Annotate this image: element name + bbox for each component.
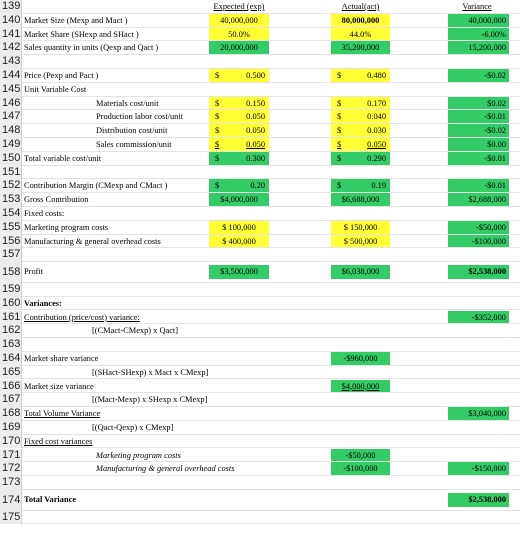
row-number[interactable]: 154 [2, 207, 21, 219]
label-unit-variable-cost[interactable]: Unit Variable Cost [24, 84, 87, 94]
cell-sales-qty-act[interactable]: 35,200,000 [331, 41, 390, 55]
row-148 [0, 124, 520, 138]
row-number[interactable]: 151 [2, 165, 21, 178]
value: 0.040 [367, 112, 386, 122]
cell-price-var[interactable]: -$0.02 [448, 69, 509, 83]
row-number[interactable]: 152 [2, 179, 21, 192]
cell-price-act[interactable] [331, 69, 390, 83]
cell-materials-act[interactable] [331, 97, 390, 111]
row-number[interactable]: 145 [2, 82, 21, 95]
row-number[interactable]: 150 [2, 151, 21, 164]
cell-manufacturing-var[interactable]: -$100,000 [448, 235, 509, 249]
row-number[interactable]: 166 [2, 379, 21, 392]
formula-contribution-variance[interactable]: [(CMact-CMexp) x Qact] [92, 326, 179, 336]
cell-market-size-variance[interactable]: $4,000,000 [331, 380, 390, 394]
value: 0.170 [367, 98, 386, 108]
row-175 [0, 511, 520, 525]
cell-gross-contrib-var[interactable]: $2,688,000 [448, 193, 509, 207]
row-164 [0, 352, 520, 366]
cell-sales-qty-exp[interactable]: 20,000,000 [209, 41, 269, 55]
currency-symbol: $ [337, 112, 342, 122]
value: 0.300 [246, 153, 265, 163]
currency-symbol: $ [337, 140, 342, 149]
label-total-variable-cost[interactable]: Total variable cost/unit [24, 153, 102, 163]
label-marketing-variance[interactable]: Marketing program costs [96, 450, 181, 460]
formula-total-volume-variance[interactable]: [(Qact-Qexp) x CMexp] [92, 422, 174, 432]
cell-gross-contrib-act[interactable]: $6,688,000 [331, 193, 390, 207]
cell-marketing-var[interactable]: -$50,000 [448, 221, 509, 235]
cell-marketing-exp[interactable]: $ 100,000 [209, 221, 269, 235]
row-145 [0, 83, 520, 97]
label-labor-cost[interactable]: Production labor cost/unit [96, 112, 183, 122]
row-157 [0, 248, 520, 262]
label-sales-commission[interactable]: Sales commission/unit [96, 140, 172, 149]
row-number[interactable]: 155 [2, 220, 21, 233]
header-variance[interactable]: Variance [462, 2, 492, 11]
row-162 [0, 324, 520, 338]
cell-market-size-var[interactable]: 40,000,000 [448, 14, 509, 28]
cell-sales-qty-var[interactable]: 15,200,000 [448, 41, 509, 55]
row-170 [0, 435, 520, 449]
value: 0.050 [246, 140, 265, 149]
cell-distribution-var[interactable]: -$0.02 [448, 124, 509, 138]
value: 0.050 [246, 126, 265, 136]
row-number[interactable]: 175 [2, 510, 21, 523]
row-number[interactable]: 139 [2, 0, 21, 12]
value: 0.19 [371, 181, 386, 191]
row-152 [0, 179, 520, 193]
value: 0.030 [367, 126, 386, 136]
row-146 [0, 97, 520, 111]
label-fixed-costs[interactable]: Fixed costs: [24, 209, 65, 218]
row-153 [0, 193, 520, 207]
row-number[interactable]: 167 [2, 393, 21, 406]
row-number[interactable]: 156 [2, 234, 21, 247]
cell-marketing-act[interactable]: $ 150,000 [331, 221, 390, 235]
label-variances[interactable]: Variances: [24, 298, 62, 308]
value: 0.480 [367, 71, 386, 80]
row-number[interactable]: 140 [2, 13, 21, 26]
currency-symbol: $ [215, 71, 220, 80]
cell-market-size-exp[interactable]: 40,000,000 [209, 14, 269, 28]
row-number[interactable]: 171 [2, 448, 21, 461]
row-155 [0, 221, 520, 235]
cell-manufacturing-exp[interactable]: $ 400,000 [209, 235, 269, 249]
row-number[interactable]: 170 [2, 434, 21, 447]
currency-symbol: $ [337, 126, 342, 136]
cell-cm-exp[interactable] [209, 179, 269, 193]
cell-fixed-cost-variance-total[interactable]: -$150,000 [448, 462, 509, 476]
cell-market-share-variance[interactable]: -$960,000 [331, 352, 390, 366]
row-number[interactable]: 174 [0, 490, 22, 511]
header-expected[interactable]: Expected (exp) [213, 2, 265, 11]
cell-price-exp[interactable] [209, 69, 269, 83]
row-150 [0, 152, 520, 166]
currency-symbol: $ [215, 112, 220, 122]
value: 0.050 [246, 112, 265, 122]
row-number[interactable]: 168 [2, 407, 21, 420]
row-number[interactable]: 143 [2, 55, 21, 68]
label-total-variance[interactable]: Total Variance [24, 494, 77, 504]
row-166 [0, 380, 520, 394]
row-174 [0, 490, 520, 511]
row-number[interactable]: 162 [2, 324, 21, 337]
label-manufacturing-variance[interactable]: Manufacturing & general overhead costs [96, 464, 235, 474]
value: 0.20 [250, 181, 265, 191]
cell-profit-var[interactable]: $2,538,000 [448, 265, 509, 279]
cell-commission-act[interactable] [331, 138, 390, 152]
label-fixed-cost-variances[interactable]: Fixed cost variances [24, 436, 93, 446]
row-173 [0, 476, 520, 490]
cell-distribution-act[interactable] [331, 124, 390, 138]
row-number[interactable]: 144 [2, 69, 21, 81]
cell-gross-contrib-exp[interactable]: $4,000,000 [209, 193, 269, 207]
value: 0.150 [246, 98, 265, 108]
cell-market-share-exp[interactable]: 50.0% [209, 28, 269, 42]
cell-manufacturing-act[interactable]: $ 500,000 [331, 235, 390, 249]
cell-total-volume-variance[interactable]: $3,040,000 [448, 407, 509, 421]
label-market-size[interactable]: Market Size (Mexp and Mact ) [24, 15, 128, 25]
row-number[interactable]: 141 [2, 27, 21, 40]
cell-commission-exp[interactable] [209, 138, 269, 152]
row-163 [0, 338, 520, 352]
row-143 [0, 55, 520, 69]
cell-distribution-exp[interactable] [209, 124, 269, 138]
currency-symbol: $ [337, 181, 342, 191]
label-sales-quantity[interactable]: Sales quantity in units (Qexp and Qact ) [24, 43, 159, 53]
cell-total-var-cost-act[interactable] [331, 152, 390, 166]
label-total-volume-variance[interactable]: Total Volume Variance [24, 409, 101, 419]
cell-labor-exp[interactable] [209, 110, 269, 124]
row-number[interactable]: 142 [2, 41, 21, 54]
cell-manufacturing-variance[interactable]: -$100,000 [331, 462, 390, 476]
row-156 [0, 235, 520, 249]
currency-symbol: $ [215, 140, 220, 149]
cell-market-share-act[interactable]: 44.0% [331, 28, 390, 42]
row-167 [0, 393, 520, 407]
row-number[interactable]: 163 [2, 338, 21, 351]
currency-symbol: $ [215, 126, 220, 136]
row-147 [0, 110, 520, 124]
row-number[interactable]: 161 [2, 310, 21, 323]
currency-symbol: $ [337, 153, 342, 163]
label-market-size-variance[interactable]: Market size variance [24, 381, 94, 391]
cell-labor-act[interactable] [331, 110, 390, 124]
value: 0.290 [367, 153, 386, 163]
label-gross-contribution[interactable]: Gross Contribution [24, 195, 89, 205]
cell-marketing-variance[interactable]: -$50,000 [331, 449, 390, 463]
row-159 [0, 283, 520, 297]
cell-profit-act[interactable]: $6,038,000 [331, 265, 390, 279]
currency-symbol: $ [215, 153, 220, 163]
row-169 [0, 421, 520, 435]
label-price[interactable]: Price (Pexp and Pact ) [24, 71, 99, 80]
label-contribution-variance[interactable]: Contribution (price/cost) variance: [24, 312, 140, 322]
row-149 [0, 138, 520, 152]
cell-total-var-cost-var[interactable]: -$0.01 [448, 152, 509, 166]
row-139 [0, 0, 520, 14]
currency-symbol: $ [337, 98, 342, 108]
label-contribution-margin[interactable]: Contribution Margin (CMexp and CMact ) [24, 181, 168, 191]
row-165 [0, 366, 520, 380]
row-154 [0, 207, 520, 221]
formula-market-size-variance[interactable]: [(Mact-Mexp) x SHexp x CMexp] [92, 395, 208, 405]
label-distribution-cost[interactable]: Distribution cost/unit [96, 126, 168, 136]
currency-symbol: $ [215, 181, 220, 191]
row-number[interactable]: 173 [2, 476, 21, 489]
cell-commission-var[interactable]: $0.00 [448, 138, 509, 152]
cell-cm-var[interactable]: -$0.01 [448, 179, 509, 193]
cell-market-size-act[interactable]: 80,000,000 [331, 14, 390, 28]
row-number[interactable]: 160 [2, 296, 21, 309]
row-161 [0, 311, 520, 325]
row-number[interactable]: 169 [2, 420, 21, 433]
cell-total-var-cost-exp[interactable] [209, 152, 269, 166]
cell-contribution-variance[interactable]: -$352,000 [448, 311, 509, 325]
row-number[interactable]: 165 [2, 365, 21, 378]
row-158 [0, 262, 520, 283]
row-142 [0, 41, 520, 55]
row-171 [0, 449, 520, 463]
label-marketing-program-costs[interactable]: Marketing program costs [24, 222, 109, 232]
row-number[interactable]: 149 [2, 138, 21, 150]
row-number[interactable]: 146 [2, 96, 21, 109]
row-140 [0, 14, 520, 28]
value: 0.500 [246, 71, 265, 80]
row-160 [0, 297, 520, 311]
row-number[interactable]: 153 [2, 193, 21, 206]
row-number[interactable]: 148 [2, 124, 21, 137]
row-172 [0, 462, 520, 476]
cell-market-share-var[interactable]: -6.00% [448, 28, 509, 42]
value: 0.050 [367, 140, 386, 149]
row-number[interactable]: 147 [2, 110, 21, 123]
cell-materials-var[interactable]: $0.02 [448, 97, 509, 111]
row-number[interactable]: 158 [0, 262, 22, 283]
row-number[interactable]: 164 [2, 351, 21, 364]
label-manufacturing-overhead[interactable]: Manufacturing & general overhead costs [24, 236, 161, 246]
header-actual[interactable]: Actual(act) [341, 2, 380, 11]
label-market-share[interactable]: Market Share (SHexp and SHact ) [24, 29, 139, 39]
row-144 [0, 69, 520, 83]
cell-labor-var[interactable]: -$0.01 [448, 110, 509, 124]
cell-profit-exp[interactable]: $3,500,000 [209, 265, 269, 279]
row-number[interactable]: 159 [2, 282, 21, 295]
row-number[interactable]: 157 [2, 248, 21, 261]
row-168 [0, 407, 520, 421]
label-market-share-variance[interactable]: Market share variance [24, 353, 99, 363]
cell-materials-exp[interactable] [209, 97, 269, 111]
cell-cm-act[interactable] [331, 179, 390, 193]
label-profit[interactable]: Profit [24, 267, 44, 277]
label-materials-cost[interactable]: Materials cost/unit [96, 98, 159, 108]
currency-symbol: $ [337, 71, 342, 80]
row-number[interactable]: 172 [2, 462, 21, 475]
formula-market-share-variance[interactable]: [(SHact-SHexp) x Mact x CMexp] [92, 367, 209, 377]
row-151 [0, 166, 520, 180]
row-141 [0, 28, 520, 42]
currency-symbol: $ [215, 98, 220, 108]
cell-total-variance[interactable]: $2,538,000 [448, 493, 509, 507]
